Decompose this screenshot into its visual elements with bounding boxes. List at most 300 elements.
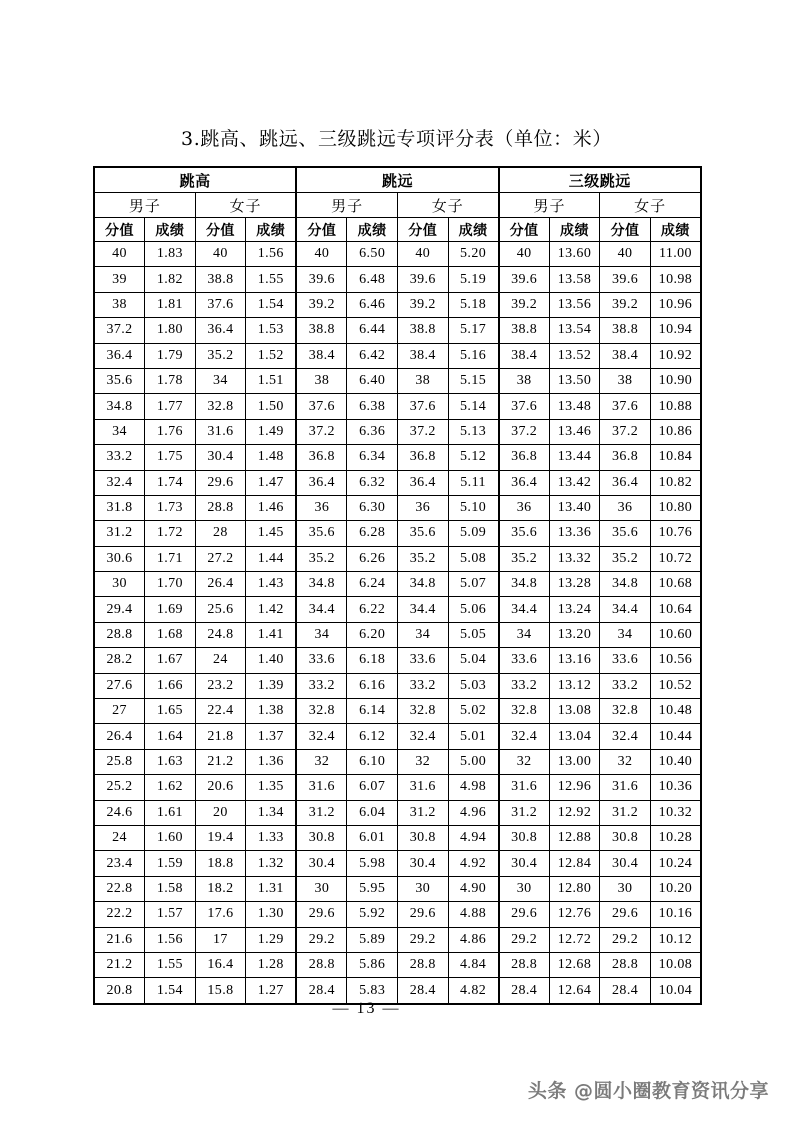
table-cell: 28.8	[499, 952, 550, 977]
table-cell: 31.2	[600, 800, 651, 825]
table-cell: 37.2	[296, 419, 347, 444]
table-row	[94, 648, 701, 673]
table-cell: 30.4	[195, 445, 246, 470]
table-cell: 38.8	[600, 318, 651, 343]
table-cell: 5.06	[448, 597, 499, 622]
metric-header: 分值	[600, 218, 651, 242]
table-cell: 38.8	[397, 318, 448, 343]
table-cell: 29.4	[94, 597, 145, 622]
metric-header: 成绩	[549, 218, 600, 242]
table-cell: 1.30	[246, 902, 297, 927]
table-cell: 1.56	[246, 242, 297, 267]
table-row	[94, 699, 701, 724]
metric-header: 成绩	[347, 218, 398, 242]
table-cell: 37.2	[600, 419, 651, 444]
table-cell: 30.4	[600, 851, 651, 876]
table-cell: 1.83	[145, 242, 196, 267]
table-cell: 10.60	[650, 622, 701, 647]
table-cell: 21.2	[94, 952, 145, 977]
table-cell: 28.4	[296, 978, 347, 1004]
table-cell: 5.08	[448, 546, 499, 571]
table-cell: 5.05	[448, 622, 499, 647]
table-cell: 27.6	[94, 673, 145, 698]
table-cell: 6.20	[347, 622, 398, 647]
table-cell: 5.09	[448, 521, 499, 546]
table-cell: 6.10	[347, 749, 398, 774]
table-cell: 28.4	[397, 978, 448, 1004]
table-cell: 5.20	[448, 242, 499, 267]
table-cell: 21.6	[94, 927, 145, 952]
table-cell: 32.8	[499, 699, 550, 724]
table-cell: 34.4	[499, 597, 550, 622]
table-cell: 16.4	[195, 952, 246, 977]
table-cell: 38.4	[397, 343, 448, 368]
table-cell: 26.4	[195, 572, 246, 597]
table-cell: 1.33	[246, 825, 297, 850]
table-cell: 1.68	[145, 622, 196, 647]
table-cell: 6.48	[347, 267, 398, 292]
page-title: 3.跳高、跳远、三级跳远专项评分表（单位：米）	[181, 128, 612, 150]
metric-header: 成绩	[145, 218, 196, 242]
gender-header: 女子	[397, 193, 498, 218]
metric-header: 分值	[94, 218, 145, 242]
table-cell: 1.36	[246, 749, 297, 774]
table-cell: 25.6	[195, 597, 246, 622]
table-cell: 28.4	[600, 978, 651, 1004]
table-cell: 5.02	[448, 699, 499, 724]
table-cell: 12.92	[549, 800, 600, 825]
table-cell: 39.2	[296, 292, 347, 317]
table-cell: 40	[195, 242, 246, 267]
table-cell: 10.86	[650, 419, 701, 444]
table-cell: 6.42	[347, 343, 398, 368]
table-cell: 5.83	[347, 978, 398, 1004]
table-cell: 1.59	[145, 851, 196, 876]
metric-header: 分值	[195, 218, 246, 242]
table-cell: 33.2	[600, 673, 651, 698]
table-row	[94, 597, 701, 622]
table-cell: 1.52	[246, 343, 297, 368]
table-cell: 4.92	[448, 851, 499, 876]
table-cell: 1.73	[145, 495, 196, 520]
table-cell: 35.2	[195, 343, 246, 368]
table-cell: 34	[94, 419, 145, 444]
table-cell: 6.26	[347, 546, 398, 571]
table-row	[94, 800, 701, 825]
table-cell: 10.80	[650, 495, 701, 520]
table-cell: 25.8	[94, 749, 145, 774]
table-cell: 10.98	[650, 267, 701, 292]
table-cell: 10.04	[650, 978, 701, 1004]
table-cell: 29.6	[600, 902, 651, 927]
table-cell: 34.4	[296, 597, 347, 622]
table-cell: 1.56	[145, 927, 196, 952]
table-cell: 13.48	[549, 394, 600, 419]
table-cell: 6.36	[347, 419, 398, 444]
table-cell: 35.6	[397, 521, 448, 546]
table-cell: 28	[195, 521, 246, 546]
table-cell: 6.50	[347, 242, 398, 267]
table-cell: 1.61	[145, 800, 196, 825]
table-cell: 37.6	[600, 394, 651, 419]
table-cell: 31.6	[397, 775, 448, 800]
table-cell: 13.16	[549, 648, 600, 673]
table-cell: 6.18	[347, 648, 398, 673]
table-cell: 38	[499, 368, 550, 393]
table-row	[94, 419, 701, 444]
table-cell: 1.44	[246, 546, 297, 571]
table-cell: 13.00	[549, 749, 600, 774]
table-cell: 1.29	[246, 927, 297, 952]
watermark: 头条 @圆小圈教育资讯分享	[527, 1080, 769, 1102]
table-cell: 30	[397, 876, 448, 901]
table-cell: 29.6	[195, 470, 246, 495]
table-cell: 10.82	[650, 470, 701, 495]
table-cell: 39.2	[397, 292, 448, 317]
table-cell: 10.48	[650, 699, 701, 724]
table-cell: 1.27	[246, 978, 297, 1004]
table-cell: 32.4	[600, 724, 651, 749]
table-cell: 30.4	[296, 851, 347, 876]
table-cell: 34.8	[499, 572, 550, 597]
table-cell: 24.8	[195, 622, 246, 647]
table-cell: 31.2	[397, 800, 448, 825]
table-cell: 38	[397, 368, 448, 393]
table-cell: 6.04	[347, 800, 398, 825]
table-cell: 4.98	[448, 775, 499, 800]
table-cell: 25.2	[94, 775, 145, 800]
table-cell: 5.92	[347, 902, 398, 927]
table-cell: 5.16	[448, 343, 499, 368]
table-cell: 26.4	[94, 724, 145, 749]
header-row-genders	[94, 193, 701, 218]
table-cell: 32	[296, 749, 347, 774]
table-cell: 1.63	[145, 749, 196, 774]
table-cell: 29.2	[600, 927, 651, 952]
table-cell: 39.2	[499, 292, 550, 317]
table-cell: 6.32	[347, 470, 398, 495]
table-cell: 10.36	[650, 775, 701, 800]
table-row	[94, 572, 701, 597]
table-cell: 24.6	[94, 800, 145, 825]
table-cell: 10.64	[650, 597, 701, 622]
table-cell: 40	[94, 242, 145, 267]
table-cell: 32.4	[94, 470, 145, 495]
table-cell: 1.46	[246, 495, 297, 520]
table-cell: 10.12	[650, 927, 701, 952]
table-cell: 6.01	[347, 825, 398, 850]
table-cell: 1.35	[246, 775, 297, 800]
table-cell: 6.46	[347, 292, 398, 317]
table-cell: 10.72	[650, 546, 701, 571]
table-header	[94, 167, 701, 242]
score-table	[93, 166, 702, 1005]
table-body	[94, 242, 701, 1004]
table-cell: 30.8	[600, 825, 651, 850]
table-cell: 12.64	[549, 978, 600, 1004]
table-cell: 6.40	[347, 368, 398, 393]
table-cell: 10.28	[650, 825, 701, 850]
table-cell: 28.8	[296, 952, 347, 977]
table-cell: 32.8	[397, 699, 448, 724]
table-cell: 6.30	[347, 495, 398, 520]
table-cell: 30	[499, 876, 550, 901]
table-cell: 29.2	[499, 927, 550, 952]
table-row	[94, 902, 701, 927]
table-cell: 31.6	[296, 775, 347, 800]
table-row	[94, 724, 701, 749]
table-cell: 4.90	[448, 876, 499, 901]
table-cell: 32.4	[296, 724, 347, 749]
table-cell: 12.84	[549, 851, 600, 876]
table-cell: 33.6	[296, 648, 347, 673]
table-cell: 5.18	[448, 292, 499, 317]
header-row-events	[94, 167, 701, 193]
table-cell: 35.6	[94, 368, 145, 393]
table-cell: 1.32	[246, 851, 297, 876]
table-cell: 4.82	[448, 978, 499, 1004]
table-cell: 5.00	[448, 749, 499, 774]
table-cell: 28.8	[195, 495, 246, 520]
table-cell: 38.8	[195, 267, 246, 292]
table-cell: 38	[600, 368, 651, 393]
table-cell: 5.17	[448, 318, 499, 343]
table-cell: 30	[296, 876, 347, 901]
table-cell: 5.86	[347, 952, 398, 977]
table-row	[94, 673, 701, 698]
table-cell: 5.12	[448, 445, 499, 470]
table-cell: 1.41	[246, 622, 297, 647]
table-cell: 11.00	[650, 242, 701, 267]
table-cell: 29.2	[397, 927, 448, 952]
table-row	[94, 267, 701, 292]
table-cell: 28.2	[94, 648, 145, 673]
table-cell: 10.40	[650, 749, 701, 774]
table-cell: 1.55	[246, 267, 297, 292]
table-cell: 13.52	[549, 343, 600, 368]
table-cell: 1.37	[246, 724, 297, 749]
header-row-metrics	[94, 218, 701, 242]
table-cell: 29.2	[296, 927, 347, 952]
table-cell: 37.2	[499, 419, 550, 444]
table-cell: 5.89	[347, 927, 398, 952]
table-cell: 1.28	[246, 952, 297, 977]
gender-header: 女子	[195, 193, 296, 218]
table-cell: 35.2	[600, 546, 651, 571]
table-cell: 30.4	[397, 851, 448, 876]
table-cell: 29.6	[397, 902, 448, 927]
table-cell: 1.42	[246, 597, 297, 622]
table-cell: 33.2	[499, 673, 550, 698]
table-cell: 27.2	[195, 546, 246, 571]
table-cell: 1.43	[246, 572, 297, 597]
table-cell: 35.2	[499, 546, 550, 571]
table-cell: 17.6	[195, 902, 246, 927]
table-row	[94, 622, 701, 647]
table-cell: 1.81	[145, 292, 196, 317]
table-cell: 5.19	[448, 267, 499, 292]
table-cell: 34	[195, 368, 246, 393]
table-cell: 38.4	[296, 343, 347, 368]
table-cell: 10.52	[650, 673, 701, 698]
table-cell: 6.12	[347, 724, 398, 749]
table-cell: 1.53	[246, 318, 297, 343]
table-cell: 1.82	[145, 267, 196, 292]
table-cell: 12.76	[549, 902, 600, 927]
table-cell: 34	[600, 622, 651, 647]
table-cell: 5.04	[448, 648, 499, 673]
table-cell: 33.2	[94, 445, 145, 470]
table-cell: 1.58	[145, 876, 196, 901]
table-cell: 1.64	[145, 724, 196, 749]
table-cell: 21.8	[195, 724, 246, 749]
table-cell: 1.75	[145, 445, 196, 470]
table-cell: 28.8	[94, 622, 145, 647]
gender-header: 女子	[600, 193, 701, 218]
table-row	[94, 876, 701, 901]
table-cell: 36.4	[94, 343, 145, 368]
table-cell: 13.56	[549, 292, 600, 317]
table-cell: 1.77	[145, 394, 196, 419]
table-cell: 13.20	[549, 622, 600, 647]
table-cell: 1.57	[145, 902, 196, 927]
gender-header: 男子	[94, 193, 195, 218]
table-cell: 6.34	[347, 445, 398, 470]
table-cell: 38.4	[499, 343, 550, 368]
table-cell: 10.32	[650, 800, 701, 825]
table-cell: 5.98	[347, 851, 398, 876]
table-cell: 10.20	[650, 876, 701, 901]
table-cell: 22.2	[94, 902, 145, 927]
table-row	[94, 242, 701, 267]
table-cell: 37.2	[94, 318, 145, 343]
table-cell: 37.6	[499, 394, 550, 419]
table-cell: 34.8	[296, 572, 347, 597]
table-cell: 6.38	[347, 394, 398, 419]
table-cell: 4.84	[448, 952, 499, 977]
table-cell: 1.78	[145, 368, 196, 393]
table-cell: 1.67	[145, 648, 196, 673]
table-cell: 36.8	[296, 445, 347, 470]
table-cell: 4.88	[448, 902, 499, 927]
table-cell: 13.36	[549, 521, 600, 546]
table-cell: 23.2	[195, 673, 246, 698]
table-cell: 13.46	[549, 419, 600, 444]
table-cell: 6.07	[347, 775, 398, 800]
table-cell: 5.01	[448, 724, 499, 749]
event-group-header: 三级跳远	[499, 167, 701, 193]
table-cell: 37.2	[397, 419, 448, 444]
table-cell: 22.4	[195, 699, 246, 724]
table-cell: 1.69	[145, 597, 196, 622]
metric-header: 分值	[499, 218, 550, 242]
table-cell: 1.51	[246, 368, 297, 393]
page-number: — 13 —	[332, 1000, 401, 1017]
table-row	[94, 851, 701, 876]
table-cell: 5.03	[448, 673, 499, 698]
table-cell: 10.24	[650, 851, 701, 876]
table-cell: 1.72	[145, 521, 196, 546]
table-cell: 30.8	[397, 825, 448, 850]
table-cell: 6.22	[347, 597, 398, 622]
table-cell: 37.6	[296, 394, 347, 419]
table-cell: 36.8	[499, 445, 550, 470]
table-cell: 6.28	[347, 521, 398, 546]
table-cell: 37.6	[397, 394, 448, 419]
gender-header: 男子	[296, 193, 397, 218]
table-cell: 5.13	[448, 419, 499, 444]
table-cell: 32.8	[296, 699, 347, 724]
table-cell: 12.80	[549, 876, 600, 901]
table-cell: 33.6	[600, 648, 651, 673]
table-cell: 5.15	[448, 368, 499, 393]
table-cell: 1.80	[145, 318, 196, 343]
table-cell: 1.54	[145, 978, 196, 1004]
table-cell: 1.39	[246, 673, 297, 698]
table-cell: 38.4	[600, 343, 651, 368]
table-cell: 1.76	[145, 419, 196, 444]
table-cell: 28.8	[397, 952, 448, 977]
table-cell: 38	[94, 292, 145, 317]
table-cell: 36.4	[499, 470, 550, 495]
table-cell: 4.96	[448, 800, 499, 825]
table-cell: 1.38	[246, 699, 297, 724]
table-cell: 13.54	[549, 318, 600, 343]
table-cell: 10.96	[650, 292, 701, 317]
table-cell: 30	[94, 572, 145, 597]
table-cell: 36	[600, 495, 651, 520]
event-group-header: 跳远	[296, 167, 498, 193]
table-cell: 12.72	[549, 927, 600, 952]
table-cell: 15.8	[195, 978, 246, 1004]
table-cell: 6.16	[347, 673, 398, 698]
table-cell: 34.8	[600, 572, 651, 597]
table-cell: 1.71	[145, 546, 196, 571]
table-cell: 10.08	[650, 952, 701, 977]
table-cell: 4.86	[448, 927, 499, 952]
table-cell: 28.8	[600, 952, 651, 977]
table-cell: 33.2	[397, 673, 448, 698]
table-cell: 35.2	[397, 546, 448, 571]
table-cell: 34.4	[600, 597, 651, 622]
table-cell: 35.2	[296, 546, 347, 571]
table-cell: 10.68	[650, 572, 701, 597]
table-cell: 13.42	[549, 470, 600, 495]
table-cell: 10.88	[650, 394, 701, 419]
table-cell: 33.6	[499, 648, 550, 673]
metric-header: 分值	[296, 218, 347, 242]
table-cell: 40	[600, 242, 651, 267]
table-cell: 34.8	[94, 394, 145, 419]
table-cell: 13.12	[549, 673, 600, 698]
table-cell: 17	[195, 927, 246, 952]
table-cell: 10.90	[650, 368, 701, 393]
metric-header: 成绩	[448, 218, 499, 242]
table-cell: 1.47	[246, 470, 297, 495]
table-cell: 32	[600, 749, 651, 774]
table-cell: 1.55	[145, 952, 196, 977]
table-cell: 23.4	[94, 851, 145, 876]
table-cell: 13.50	[549, 368, 600, 393]
table-cell: 13.32	[549, 546, 600, 571]
table-cell: 18.8	[195, 851, 246, 876]
table-row	[94, 292, 701, 317]
metric-header: 分值	[397, 218, 448, 242]
table-cell: 1.79	[145, 343, 196, 368]
table-row	[94, 445, 701, 470]
table-cell: 20	[195, 800, 246, 825]
table-cell: 1.70	[145, 572, 196, 597]
